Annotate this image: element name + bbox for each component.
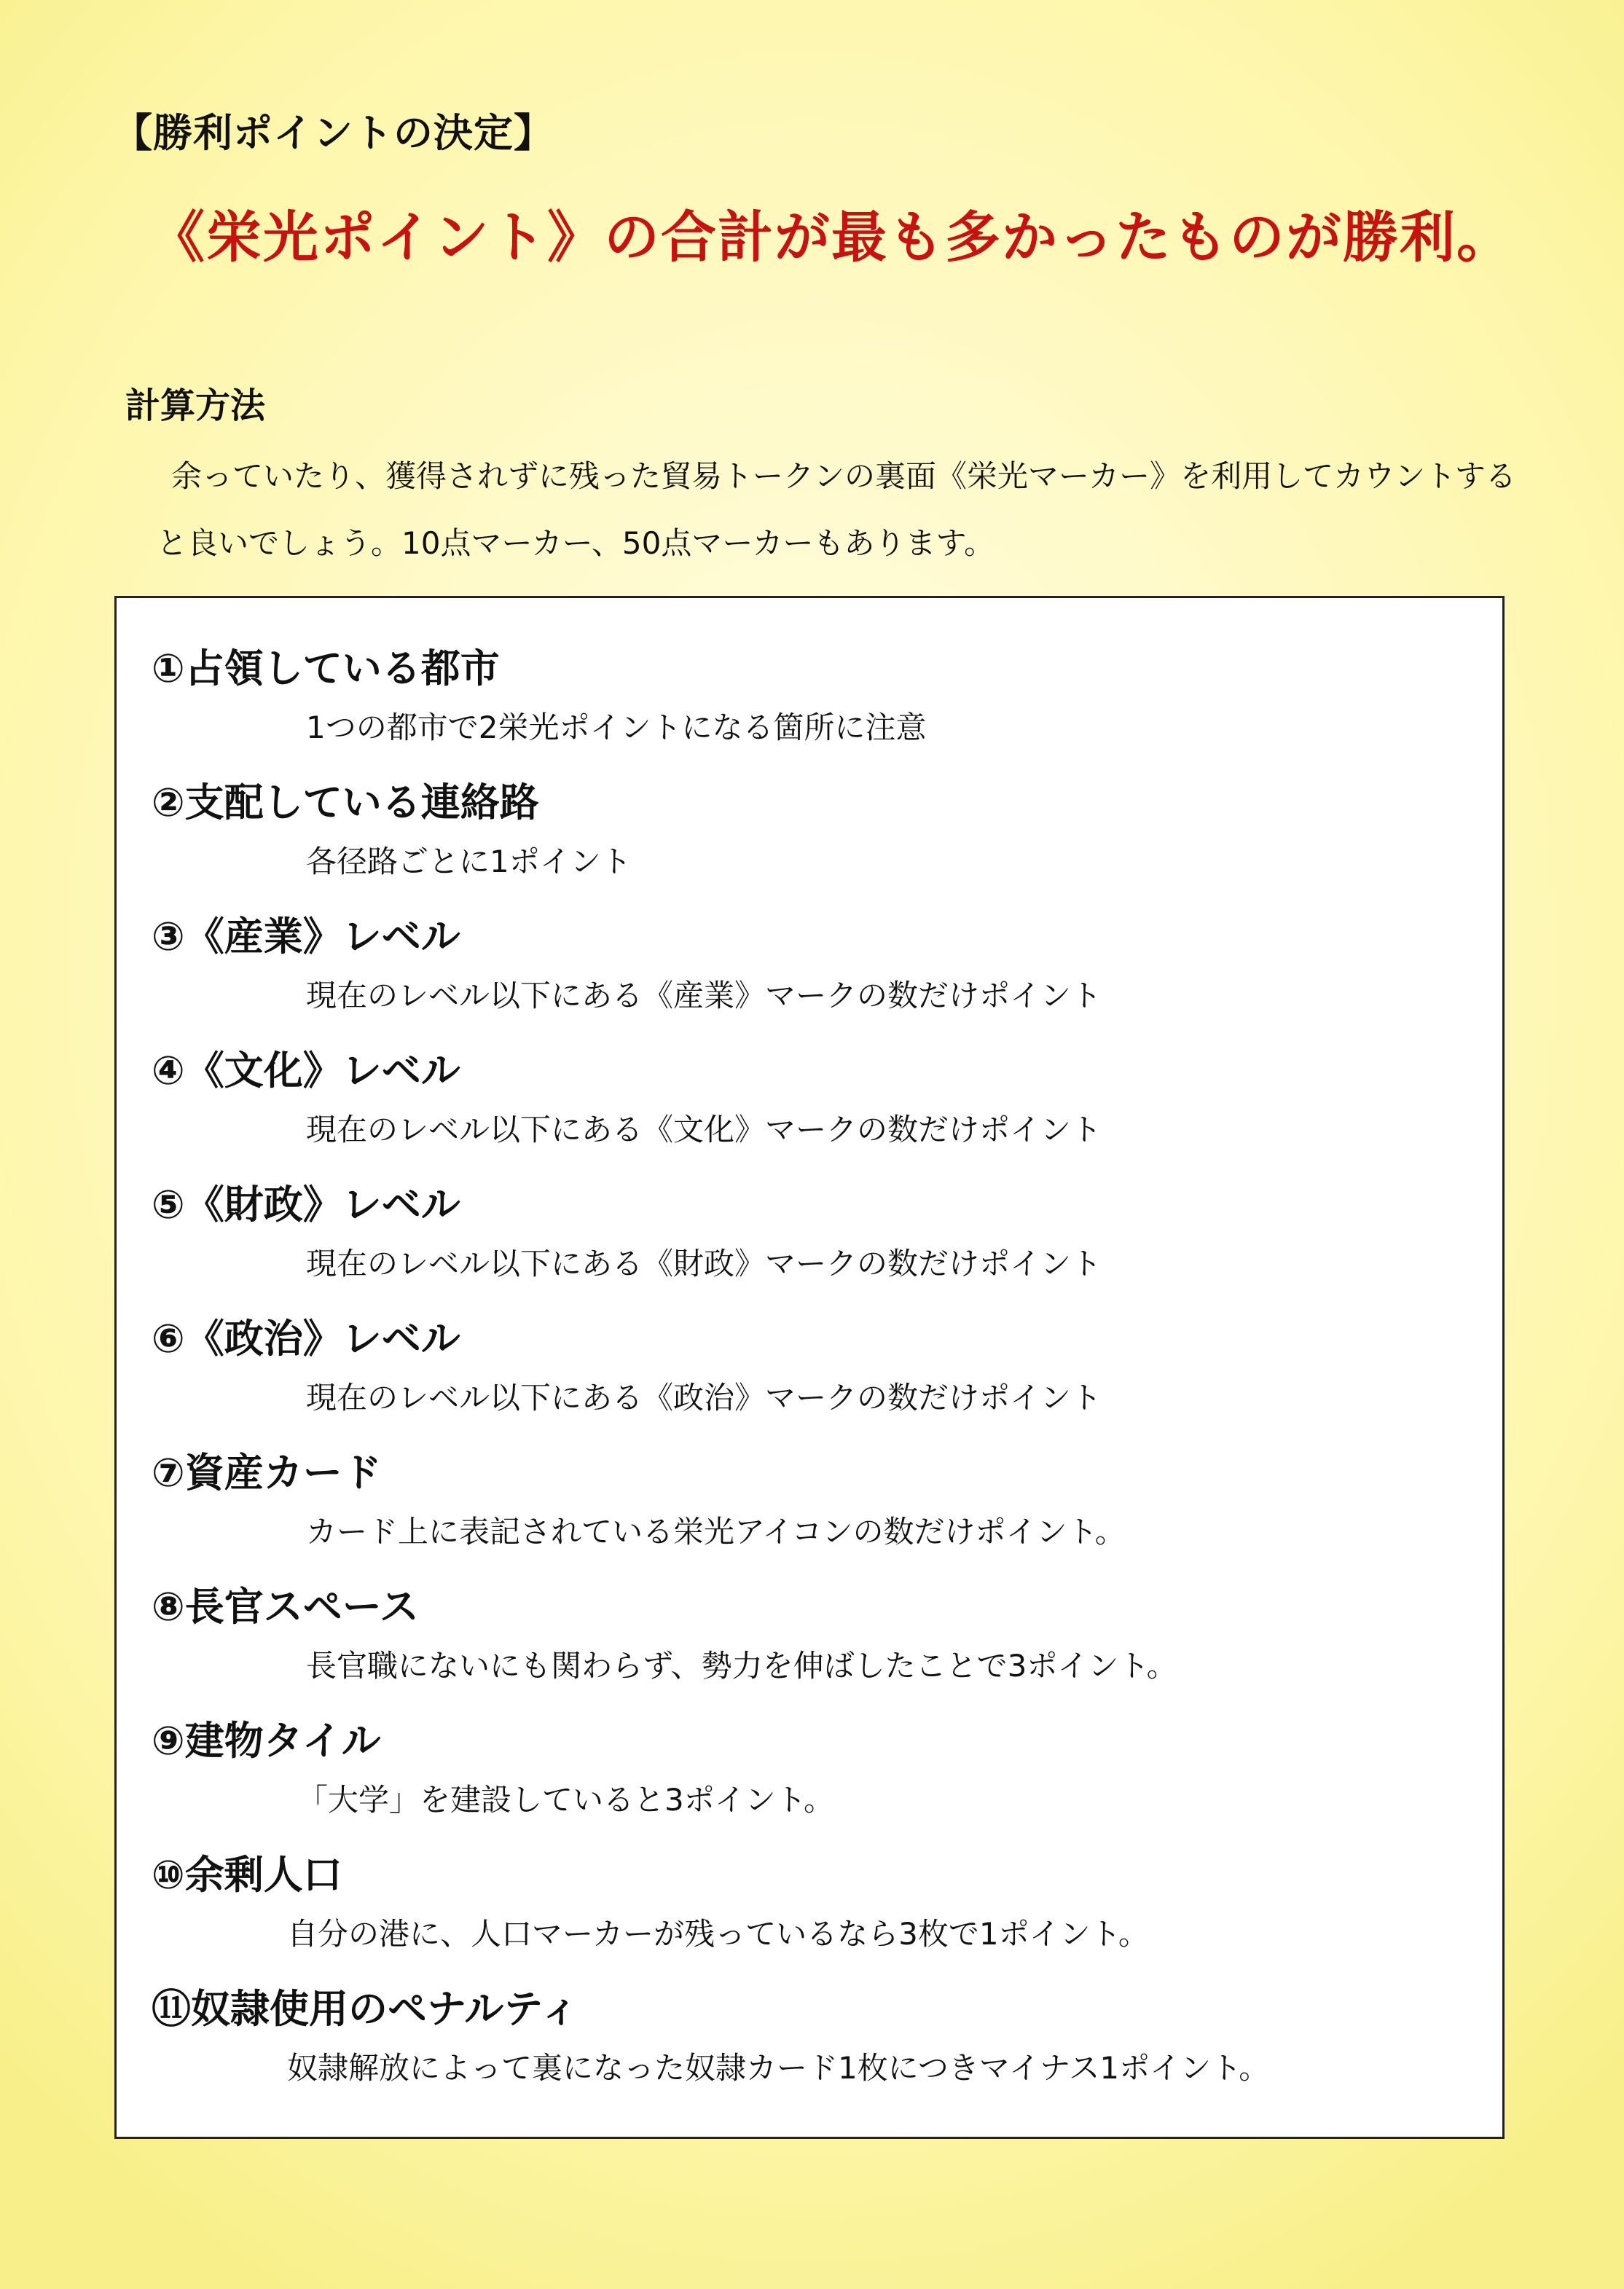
rule-title: ⑨建物タイル <box>152 1718 381 1764</box>
rule-description: 長官職にないにも関わらず、勢力を伸ばしたことで3ポイント。 <box>306 1648 1177 1684</box>
rule-description: カード上に表記されている栄光アイコンの数だけポイント。 <box>306 1514 1126 1550</box>
victory-condition: 《栄光ポイント》の合計が最も多かったものが勝利。 <box>149 205 1513 270</box>
rule-item <box>152 1984 1269 2089</box>
rule-title: ⑩余剰人口 <box>152 1852 342 1898</box>
rule-description: 自分の港に、人口マーカーが残っているなら3枚で1ポイント。 <box>287 1916 1149 1952</box>
method-title: 計算方法 <box>125 385 266 426</box>
rule-description: 「大学」を建設していると3ポイント。 <box>297 1782 834 1818</box>
rule-item <box>152 1045 1102 1150</box>
rule-title: ⑥《政治》レベル <box>152 1316 460 1362</box>
rule-item <box>152 911 1102 1016</box>
method-description <box>157 443 1541 577</box>
rule-item <box>152 1179 1102 1284</box>
method-line-2: と良いでしょう。10点マーカー、50点マーカーもあります。 <box>157 525 995 561</box>
rule-title: ⑤《財政》レベル <box>152 1182 460 1228</box>
rule-item <box>152 643 926 748</box>
rule-title: ④《文化》レベル <box>152 1048 460 1094</box>
rule-item <box>152 777 632 882</box>
rule-description: 現在のレベル以下にある《政治》マークの数だけポイント <box>306 1380 1102 1416</box>
rule-description: 1つの都市で2栄光ポイントになる箇所に注意 <box>306 710 927 745</box>
rule-description: 現在のレベル以下にある《産業》マークの数だけポイント <box>306 978 1102 1013</box>
rule-title: ⑧長官スペース <box>152 1584 420 1630</box>
rule-item <box>152 1448 1126 1552</box>
rule-item <box>152 1716 834 1821</box>
rule-description: 各径路ごとに1ポイント <box>306 844 632 879</box>
rule-title: ⑦資産カード <box>152 1450 382 1496</box>
rule-item <box>152 1314 1102 1418</box>
rule-description: 現在のレベル以下にある《文化》マークの数だけポイント <box>306 1112 1102 1147</box>
rule-item <box>152 1582 1177 1687</box>
method-line-1: 余っていたり、獲得されずに残った貿易トークンの裏面《栄光マーカー》を利用してカウントする <box>171 458 1516 494</box>
rule-title: ③《産業》レベル <box>152 914 460 959</box>
rule-description: 奴隷解放によって裏になった奴隷カード1枚につきマイナス1ポイント。 <box>287 2050 1270 2086</box>
scoring-rules-box <box>114 596 1505 2139</box>
rule-title: ①占領している都市 <box>152 645 500 691</box>
rule-title: ⑪奴隷使用のペナルティ <box>152 1986 579 2032</box>
section-heading: 【勝利ポイントの決定】 <box>113 110 554 156</box>
rule-item <box>152 1850 1149 1955</box>
rule-title: ②支配している連絡路 <box>152 780 539 825</box>
rule-description: 現在のレベル以下にある《財政》マークの数だけポイント <box>306 1246 1102 1281</box>
